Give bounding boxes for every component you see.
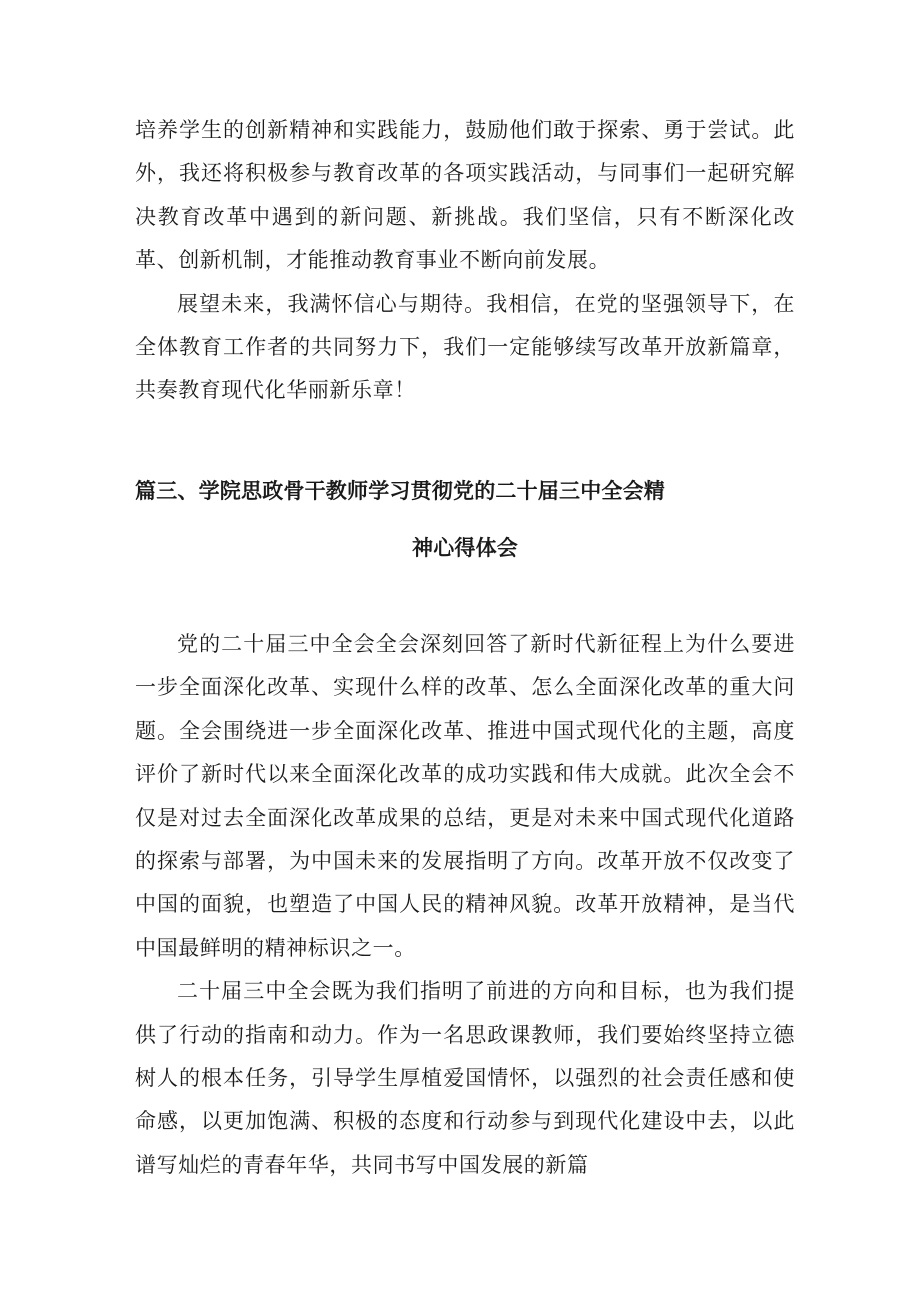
paragraph-teacher-role: 二十届三中全会既为我们指明了前进的方向和目标，也为我们提供了行动的指南和动力。作为一名思政课教师，我们要始终坚持立德树人的根本任务，引导学生厚植爱国情怀，以强烈的社会责任感和使命感，以更加饱满、积极的态度和行动参与到现代化建设中去，以此谱写灿烂的青春年华，共同书写中国发展的新篇 — [135, 979, 795, 1177]
top-text-block — [135, 109, 795, 413]
paragraph-outlook: 展望未来，我满怀信心与期待。我相信，在党的坚强领导下，在全体教育工作者的共同努力下，我们一定能够续写改革开放新篇章，共奏教育现代化华丽新乐章！ — [135, 291, 795, 403]
bottom-text-block — [135, 623, 795, 1187]
paragraph-plenum-summary: 党的二十届三中全会全会深刻回答了新时代新征程上为什么要进一步全面深化改革、实现什么样的改革、怎么全面深化改革的重大问题。全会围绕进一步全面深化改革、推进中国式现代化的主题，高度评价了新时代以来全面深化改革的成功实践和伟大成就。此次全会不仅是对过去全面深化改革成果的总结，更是对未来中国式现代化道路的探索与部署，为中国未来的发展指明了方向。改革开放不仅改变了中国的面貌，也塑造了中国人民的精神风貌。改革开放精神，是当代中国最鲜明的精神标识之一。 — [135, 632, 795, 960]
section-heading-line-2: 神心得体会 — [412, 536, 518, 560]
section-heading-line-1: 篇三、学院思政骨干教师学习贯彻党的二十届三中全会精 — [135, 479, 665, 503]
paragraph-continuation: 培养学生的创新精神和实践能力，鼓励他们敢于探索、勇于尝试。此外，我还将积极参与教育改革的各项实践活动，与同事们一起研究解决教育改革中遇到的新问题、新挑战。我们坚信，只有不断深化改革、创新机制，才能推动教育事业不断向前发展。 — [135, 118, 795, 273]
